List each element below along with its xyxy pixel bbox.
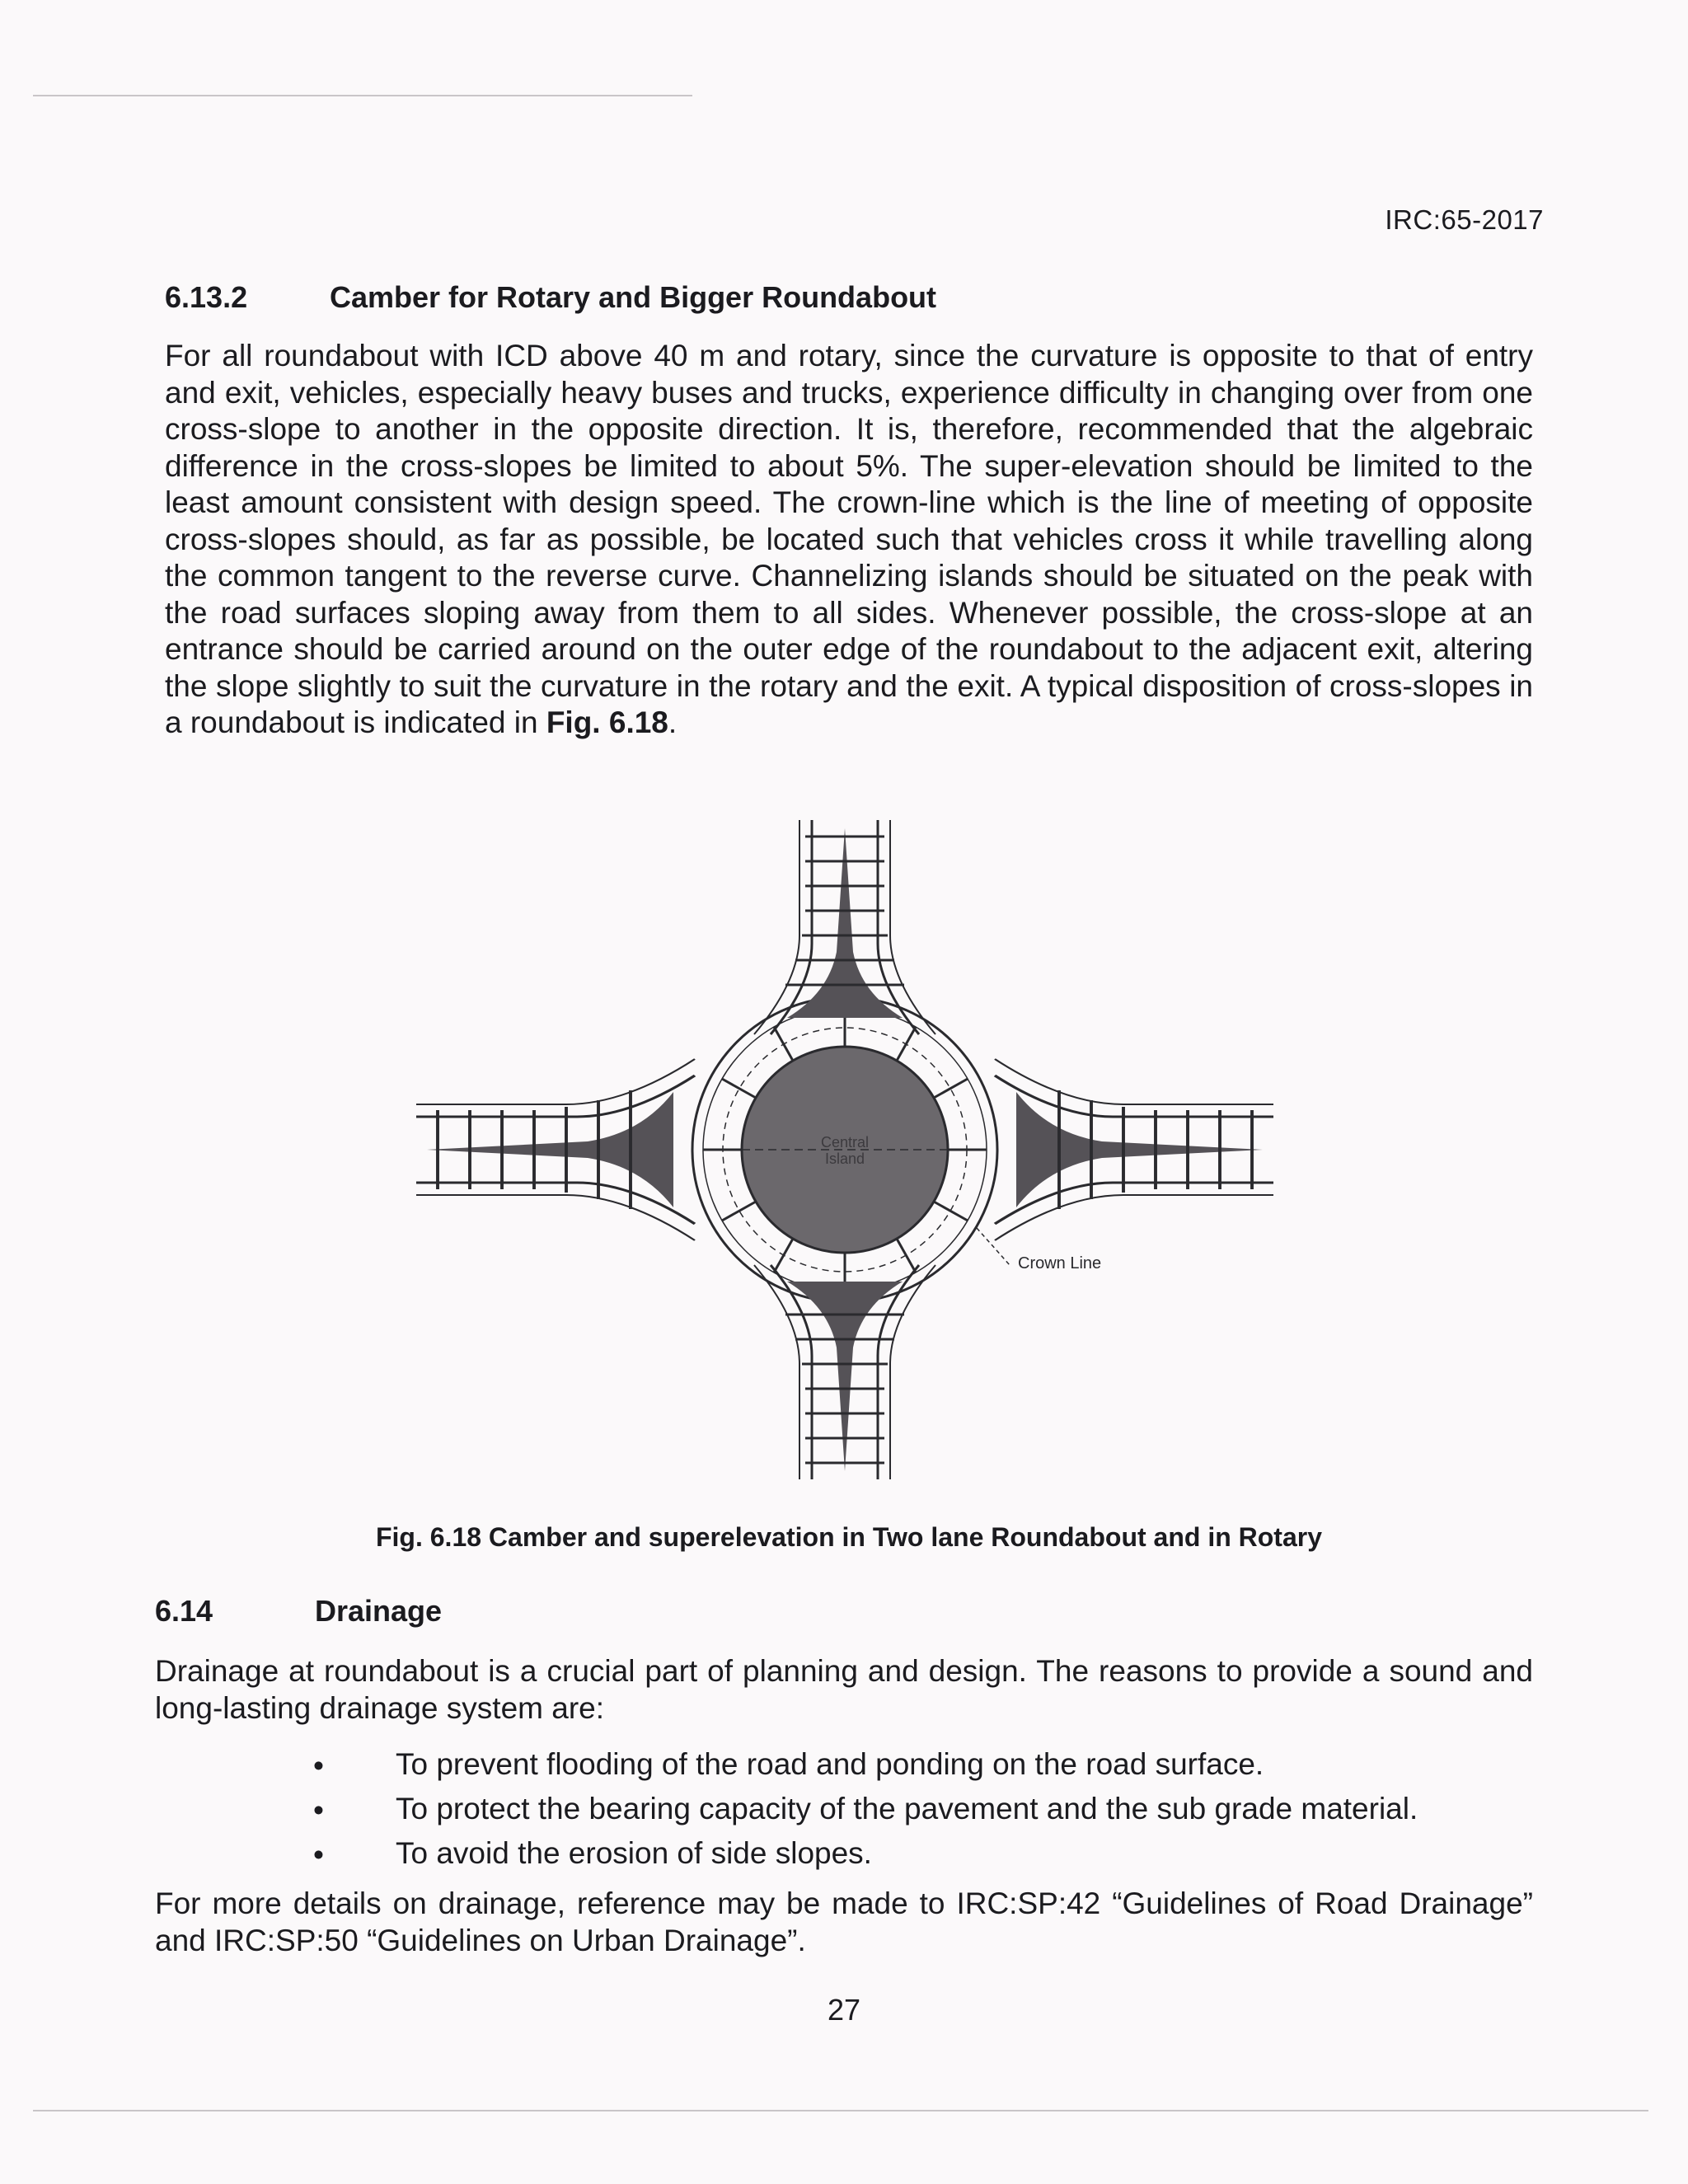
section-number: 6.14: [155, 1594, 213, 1628]
bullet-icon: •: [313, 1793, 324, 1827]
section-number: 6.13.2: [165, 280, 248, 314]
page-number: 27: [827, 1993, 861, 2027]
bullet-icon: •: [313, 1749, 324, 1783]
document-code: IRC:65-2017: [1385, 204, 1544, 235]
central-island-label-line1: Central: [820, 1134, 870, 1151]
list-item: [313, 1747, 1550, 1792]
section-heading-camber: [165, 280, 1533, 321]
list-item-text: To prevent flooding of the road and ponding on the road surface.: [396, 1747, 1264, 1781]
list-item: [313, 1792, 1550, 1836]
list-item-text: To avoid the erosion of side slopes.: [396, 1836, 872, 1870]
central-island-label-line2: Island: [824, 1151, 865, 1167]
camber-paragraph-text: For all roundabout with ICD above 40 m and rotary, since the curvature is opposite to that of entry and exit, vehicles, especially heavy buses and trucks, experience difficulty in changing over from one cross-slope to another in the opposite direction. It is, therefore, recommended that the algebraic difference in the cross-slopes be limited to about 5%. The super-elevation should be limited to the least amount consistent with design speed. The crown-line which is the line of meeting of opposite cross-slopes should, as far as possible, be located such that vehicles cross it while travelling along the common tangent to the reverse curve. Channelizing islands should be situated on the peak with the road surfaces sloping away from them to all sides. Whenever possible, the cross-slope at an entrance should be carried around on the outer edge of the roundabout to the adjacent exit, altering the slope slightly to suit the curvature in the rotary and the exit. A typical disposition of cross-slopes in a roundabout is indicated in: [165, 339, 1533, 739]
list-item-text: To protect the bearing capacity of the pavement and the sub grade material.: [396, 1792, 1418, 1825]
drainage-intro: Drainage at roundabout is a crucial part of planning and design. The reasons to provide a sound and long-lasting drainage system are:: [155, 1654, 1533, 1725]
top-rule: [33, 95, 692, 96]
camber-paragraph: [165, 338, 1533, 742]
bottom-rule: [33, 2110, 1648, 2111]
figure-caption: Fig. 6.18 Camber and superelevation in Two lane Roundabout and in Rotary: [375, 1522, 1322, 1552]
figure-reference: Fig. 6.18: [546, 705, 668, 739]
drainage-closing: For more details on drainage, reference may be made to IRC:SP:42 “Guidelines of Road Drainage” and IRC:SP:50 “Guidelines on Urban Drainage”.: [155, 1886, 1533, 1957]
list-item: [313, 1836, 1550, 1881]
bullet-icon: •: [313, 1838, 324, 1872]
crown-line-label: Crown Line: [1018, 1254, 1102, 1272]
section-title: Camber for Rotary and Bigger Roundabout: [330, 280, 937, 314]
drainage-bullet-list: [313, 1747, 1550, 1881]
camber-paragraph-end: .: [668, 705, 678, 739]
section-title: Drainage: [315, 1594, 443, 1628]
section-heading-drainage: [155, 1594, 1523, 1635]
roundabout-diagram: [404, 804, 1286, 1500]
roundabout-figure: [404, 804, 1286, 1500]
